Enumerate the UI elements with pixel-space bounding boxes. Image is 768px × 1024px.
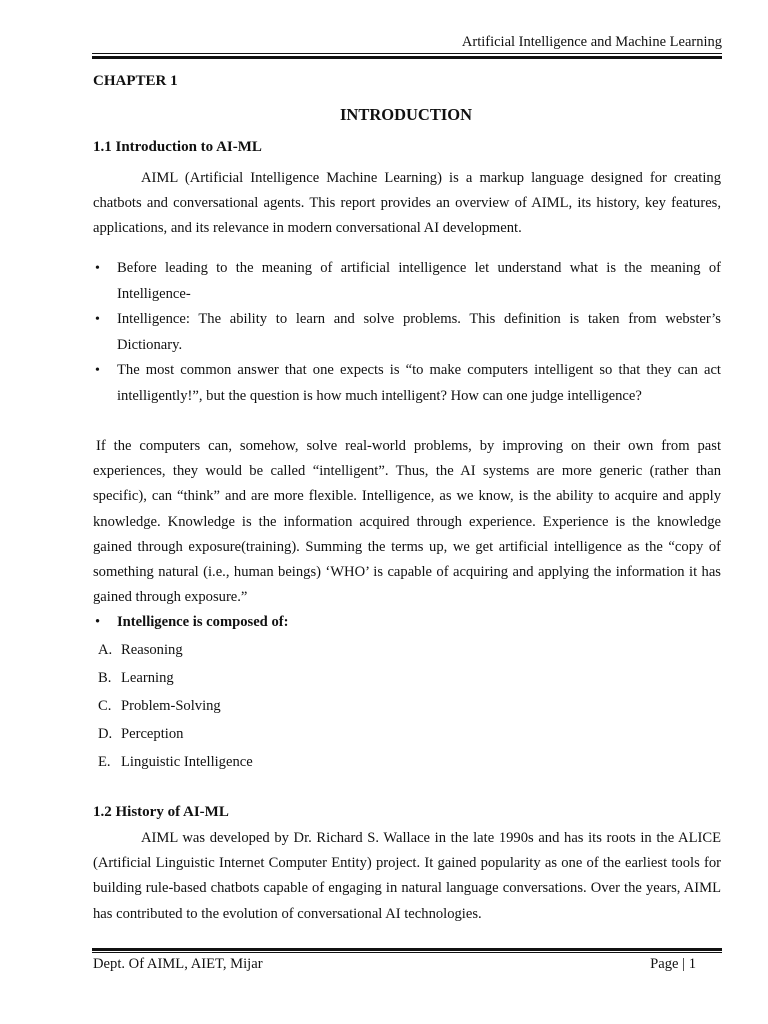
list-item: E. Linguistic Intelligence: [98, 754, 253, 770]
ai-definition-paragraph: If the computers can, somehow, solve real-world problems, by improving on their own from past experiences, they would be called “intelligent”. Thus, the AI systems are more generic (rather than specific), can “think” and are more flexible. Intelligence, as we know, is the ability to acquire and apply knowledge. Knowledge is the information acquired through experience. Experience is the knowledge gained through exposure(training). Summing the terms up, we get artificial intelligence as the “copy of something natural (i.e., human beings) ‘WHO’ is capable of acquiring and applying the information it has gained through exposure.”: [93, 438, 721, 606]
section-heading-intro: 1.1 Introduction to AI-ML: [93, 139, 262, 155]
history-paragraph: [93, 826, 721, 927]
header-rule-thick: [92, 56, 722, 59]
list-item: • Intelligence: The ability to learn and solve problems. This definition is taken from webster’s Dictionary.: [93, 307, 721, 358]
page-title: INTRODUCTION: [339, 105, 473, 124]
list-item: D. Perception: [98, 726, 184, 742]
composed-heading: • Intelligence is composed of:: [93, 614, 288, 631]
list-item: • The most common answer that one expects is “to make computers intelligent so that they can act intelligently!”, but the question is how much intelligent? How can one judge intelligence?: [93, 358, 721, 409]
footer-department: Dept. Of AIML, AIET, Mijar: [93, 956, 263, 972]
running-header: Artificial Intelligence and Machine Learning: [461, 34, 722, 50]
footer-page-number: Page | 1: [650, 956, 696, 972]
footer-rule-thick: [92, 948, 722, 951]
intro-bullet-list: [93, 256, 721, 409]
section-heading-history: 1.2 History of AI-ML: [93, 804, 229, 820]
intro-paragraph: [93, 166, 721, 242]
list-item: B. Learning: [98, 670, 174, 686]
history-paragraph-text: AIML was developed by Dr. Richard S. Wallace in the late 1990s and has its roots in the ALICE (Artificial Linguistic Internet Computer Entity) project. It gained popularity as one of the earliest tools for building rule-based chatbots capable of engaging in natural language conversations. Over the years, AIML has contributed to the evolution of conversational AI technologies.: [93, 830, 721, 922]
chapter-label: CHAPTER 1: [93, 73, 178, 89]
intro-paragraph-text: AIML (Artificial Intelligence Machine Learning) is a markup language designed for creating chatbots and conversational agents. This report provides an overview of AIML, its history, key features, applications, and its relevance in modern conversational AI development.: [93, 170, 721, 237]
header-rule-thin: [92, 53, 722, 54]
footer-rule-thin: [92, 952, 722, 953]
list-item: • Before leading to the meaning of artificial intelligence let understand what is the meaning of Intelligence-: [93, 256, 721, 307]
list-item: C. Problem-Solving: [98, 698, 221, 714]
list-item: A. Reasoning: [98, 642, 183, 658]
composed-list: [98, 638, 253, 778]
